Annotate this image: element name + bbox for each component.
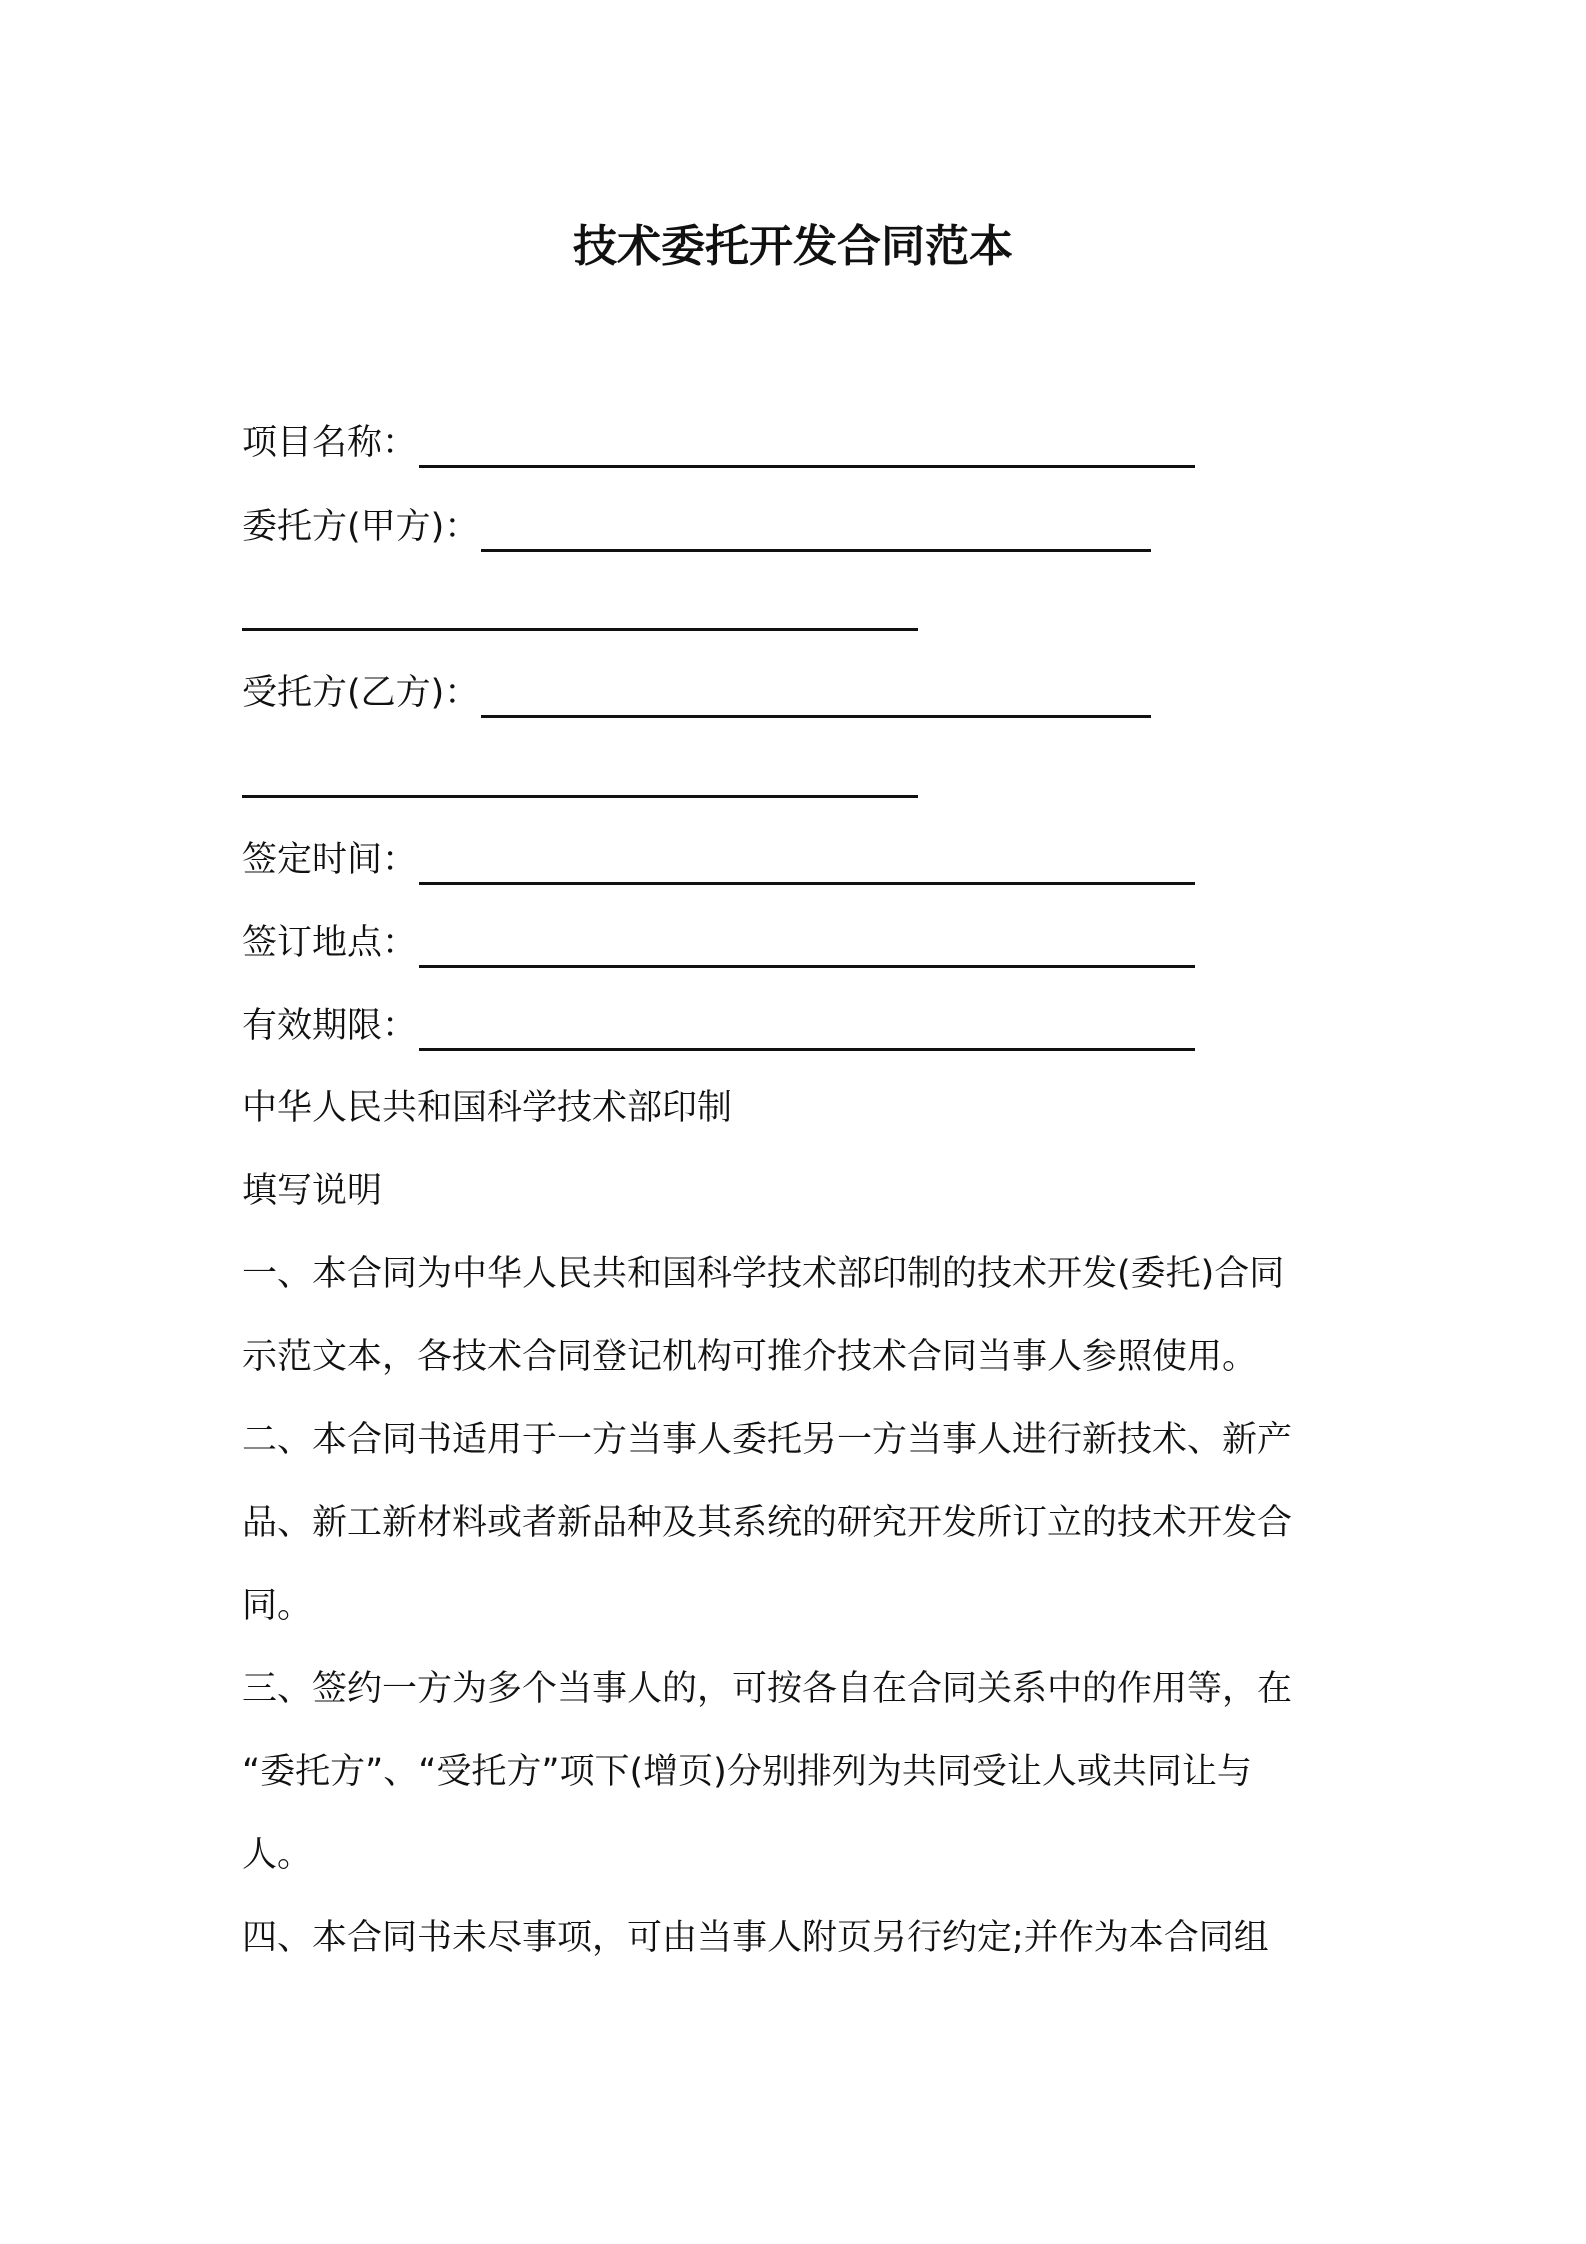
field-validity-period (242, 1001, 1195, 1051)
fill-in-blank-continuation[interactable] (242, 628, 918, 631)
field-label: 签定时间： (242, 840, 418, 880)
fill-in-blank-continuation[interactable] (242, 795, 918, 798)
paragraph-line: 一、本合同为中华人民共和国科学技术部印制的技术开发(委托)合同 (242, 1254, 1285, 1294)
paragraph-line: 二、本合同书适用于一方当事人委托另一方当事人进行新技术、新产 (242, 1420, 1293, 1460)
paragraph-line: 品、新工新材料或者新品种及其系统的研究开发所订立的技术开发合 (242, 1503, 1293, 1543)
paragraph-line: 同。 (242, 1586, 313, 1626)
field-label: 委托方(甲方)： (242, 507, 480, 547)
fill-in-blank[interactable] (481, 509, 1151, 552)
field-label: 有效期限： (242, 1006, 418, 1046)
field-client-party-a (242, 502, 1151, 552)
document-title: 技术委托开发合同范本 (573, 221, 1013, 272)
field-label: 受托方(乙方)： (242, 673, 480, 713)
fill-in-blank[interactable] (419, 1008, 1195, 1051)
fill-in-blank[interactable] (419, 425, 1195, 468)
issuer-line: 中华人民共和国科学技术部印制 (242, 1088, 733, 1128)
paragraph-line: 人。 (242, 1835, 313, 1875)
fill-in-blank[interactable] (481, 675, 1151, 718)
paragraph-line: 三、签约一方为多个当事人的，可按各自在合同关系中的作用等，在 (242, 1669, 1293, 1709)
paragraph-line: 四、本合同书未尽事项，可由当事人附页另行约定;并作为本合同组 (242, 1918, 1269, 1958)
field-label: 项目名称： (242, 423, 418, 463)
instructions-heading: 填写说明 (242, 1171, 383, 1211)
paragraph-line: “委托方”、“受托方”项下(增页)分别排列为共同受让人或共同让与 (242, 1752, 1252, 1792)
field-signing-place (242, 918, 1195, 968)
field-contractor-party-b (242, 668, 1151, 718)
field-label: 签订地点： (242, 923, 418, 963)
fill-in-blank[interactable] (419, 925, 1195, 968)
field-signing-date (242, 835, 1195, 885)
field-project-name (242, 418, 1195, 468)
fill-in-blank[interactable] (419, 842, 1195, 885)
paragraph-line: 示范文本，各技术合同登记机构可推介技术合同当事人参照使用。 (242, 1337, 1258, 1377)
